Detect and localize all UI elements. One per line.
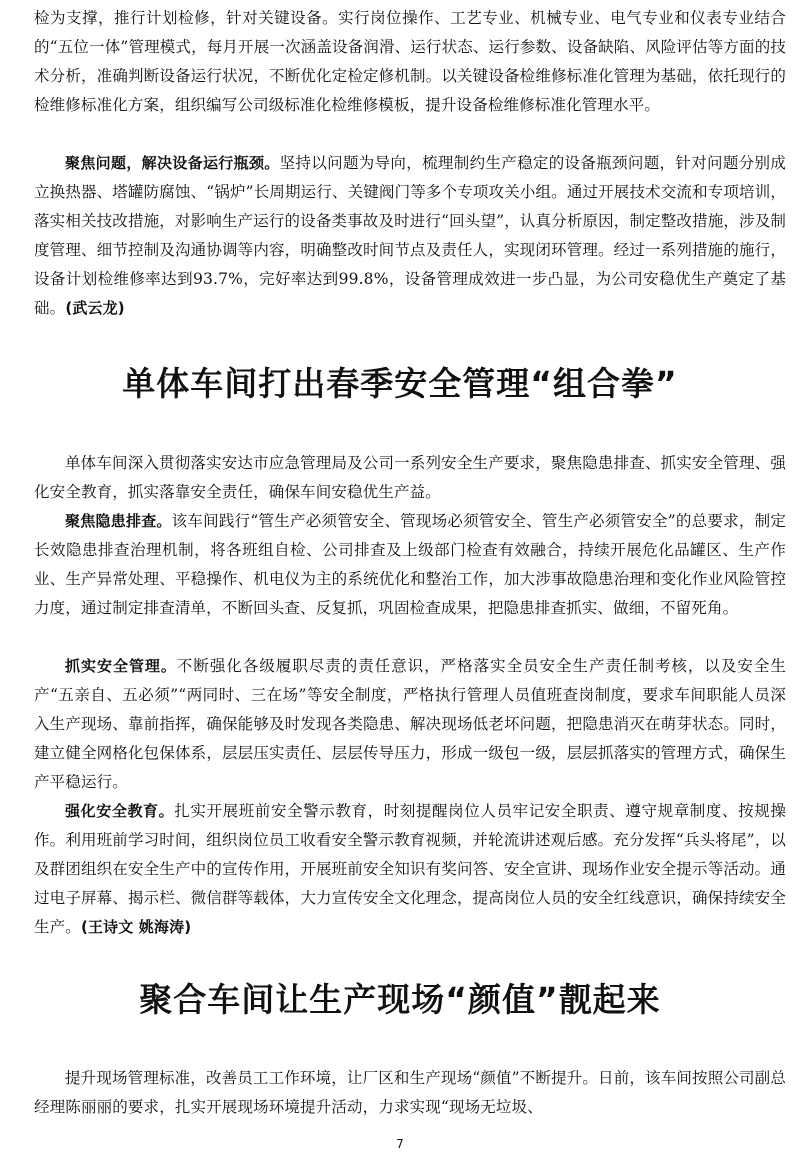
equipment-bottleneck-paragraph <box>34 149 786 323</box>
section-lead: 聚焦隐患排查。 <box>65 512 172 530</box>
section-body: 扎实开展班前安全警示教育，时刻提醒岗位人员牢记安全职责、遵守规章制度、按规操作。利用班前学习时间，组织岗位员工收看安全警示教育视频，并轮流讲述观后感。充分发挥“兵头将尾”，以及群团组织在安全生产中的宣传作用，开展班前安全知识有奖问答、安全宣讲、现场作业安全提示等活动。通过电子屏幕、揭示栏、微信群等载体，大力宣传安全文化理念，提高岗位人员的安全红线意识，确保持续安全生产。 <box>34 802 786 936</box>
section-body: 不断强化各级履职尽责的责任意识，严格落实全员安全生产责任制考核，以及安全生产“五亲自、五必须”“两同时、三在场”等安全制度，严格执行管理人员值班查岗制度，要求车间职能人员深入生产现场、靠前指挥，确保能够及时发现各类隐患、解决现场低老坏问题，把隐患消灭在萌芽状态。同时，建立健全网格化包保体系，层层压实责任、层层传导压力，形成一级包一级，层层抓落实的管理方式，确保生产平稳运行。 <box>34 657 786 791</box>
safety-management-paragraph <box>34 652 786 797</box>
page-number: 7 <box>396 1137 404 1151</box>
author-byline: (王诗文 姚海涛) <box>80 918 192 936</box>
article-intro-paragraph: 单体车间深入贯彻落实安达市应急管理局及公司一系列安全生产要求，聚焦隐患排查、抓实安全管理、强化安全教育，抓实落靠安全责任，确保车间安稳优生产益。 <box>34 454 786 501</box>
article-intro-paragraph: 提升现场管理标准，改善员工工作环境，让厂区和生产现场“颜值”不断提升。日前，该车间按照公司副总经理陈丽丽的要求，扎实开展现场环境提升活动，力求实现“现场无垃圾、 <box>34 1069 786 1116</box>
safety-education-paragraph <box>34 797 786 942</box>
section-body: 该车间践行“管生产必须管安全、管现场必须管安全、管生产必须管安全”的总要求，制定长效隐患排查治理机制，将各班组自检、公司排查及上级部门检查有效融合，持续开展危化品罐区、生产作业、生产异常处理、平稳操作、机电仪为主的系统优化和整治工作，加大涉事故隐患治理和变化作业风险管控力度，通过制定排查清单，不断回头查、反复抓，巩固检查成果，把隐患排查抓实、做细，不留死角。 <box>34 512 786 617</box>
article-headline: 单体车间打出春季安全管理“组合拳” <box>122 364 678 403</box>
article-headline: 聚合车间让生产现场“颜值”靓起来 <box>139 980 661 1019</box>
section-lead: 强化安全教育。 <box>65 802 175 820</box>
author-byline: (武云龙) <box>65 299 125 317</box>
section-lead: 抓实安全管理。 <box>65 657 177 675</box>
article-continuation-paragraph: 检为支撑，推行计划检修，针对关键设备。实行岗位操作、工艺专业、机械专业、电气专业和仪表专业结合的“五位一体”管理模式，每月开展一次涵盖设备润滑、运行状态、运行参数、设备缺陷、风险评估等方面的技术分析，准确判断设备运行状况，不断优化定检定修机制。以关键设备检维修标准化管理为基础，依托现行的检维修标准化方案，组织编写公司级标准化检维修模板，提升设备检维修标准化管理水平。 <box>34 9 786 114</box>
section-lead: 聚焦问题，解决设备运行瓶颈。 <box>65 154 280 172</box>
section-body: 坚持以问题为导向，梳理制约生产稳定的设备瓶颈问题，针对问题分别成立换热器、塔罐防腐蚀、“锅炉”长周期运行、关键阀门等多个专项攻关小组。通过开展技术交流和专项培训，落实相关技改措施，对影响生产运行的设备类事故及时进行“回头望”，认真分析原因，制定整改措施，涉及制度管理、细节控制及沟通协调等内容，明确整改时间节点及责任人，实现闭环管理。经过一系列措施的施行，设备计划检维修率达到93.7%，完好率达到99.8%，设备管理成效进一步凸显，为公司安稳优生产奠定了基础。 <box>34 154 786 317</box>
hazard-inspection-paragraph <box>34 507 786 623</box>
